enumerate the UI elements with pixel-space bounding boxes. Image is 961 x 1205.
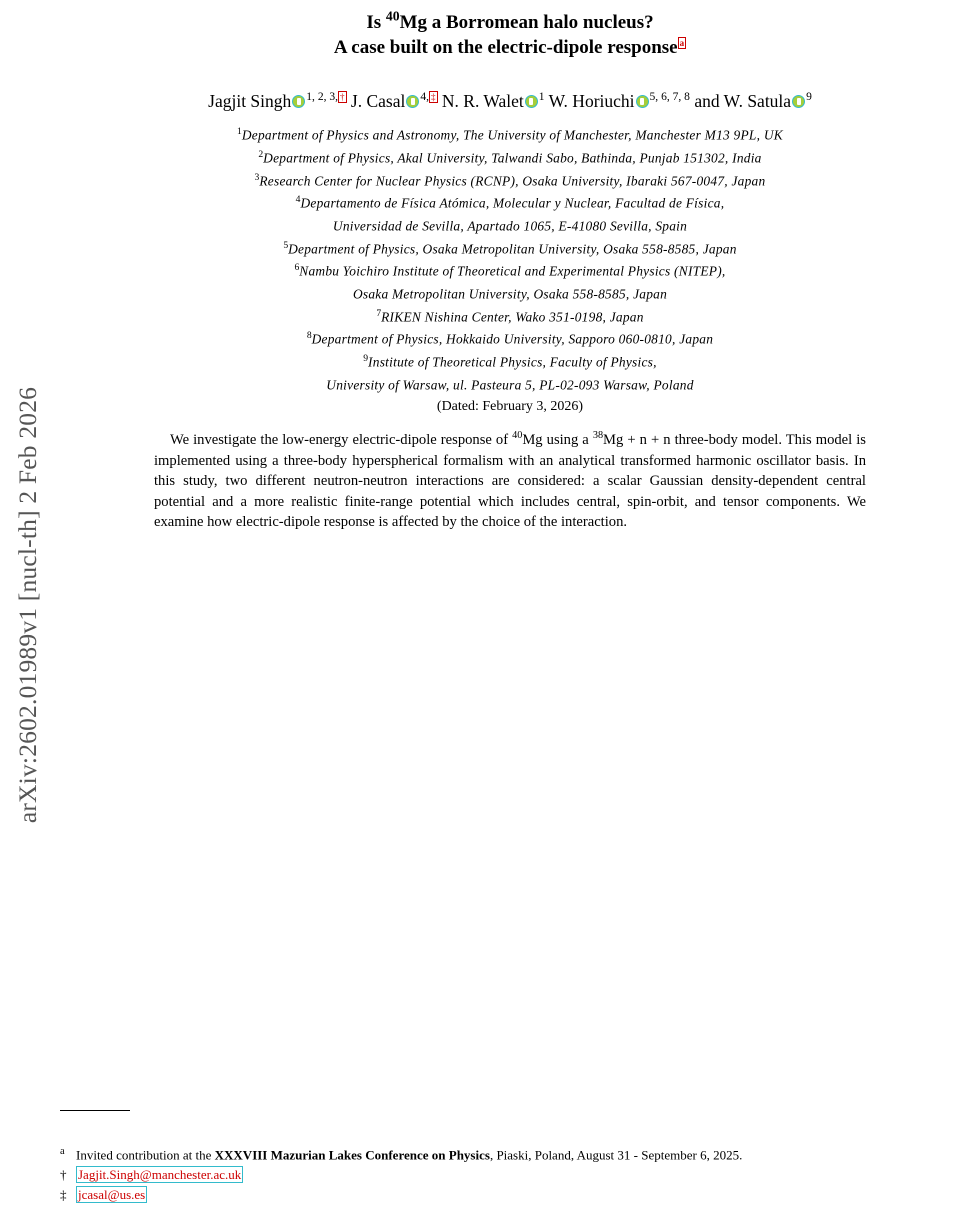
affiliation-item: Osaka Metropolitan University, Osaka 558-8585, Japan bbox=[352, 286, 668, 302]
affiliation-item: $^3$Research Center for Nuclear Physics (RCNP), Osaka University, Ibaraki 567-0047, Japan bbox=[254, 171, 766, 188]
orcid-icon[interactable] bbox=[792, 95, 805, 108]
footnote-marker-dagger-link[interactable]: † bbox=[340, 92, 345, 103]
title-mass-number: 40 bbox=[385, 9, 400, 24]
author-3-affil-sup: 1 bbox=[538, 91, 545, 104]
paper-content bbox=[140, 0, 880, 532]
footnote-marker-ddagger-link[interactable]: ‡ bbox=[431, 92, 436, 103]
footnote-ddagger-marker: ‡ bbox=[60, 1187, 67, 1203]
title-line1 bbox=[366, 9, 654, 34]
page-title bbox=[140, 4, 880, 60]
affiliation-item: $^2$Department of Physics, Akal University, Talwandi Sabo, Bathinda, Punjab 151302, India bbox=[258, 148, 762, 166]
title-line2-text: A case built on the electric-dipole response bbox=[333, 37, 678, 59]
author-conjunction: and bbox=[694, 91, 720, 112]
date-line: (Dated: February 3, 2026) bbox=[436, 399, 584, 415]
author-1 bbox=[208, 91, 346, 111]
affiliation-item: $^5$Department of Physics, Osaka Metropolitan University, Osaka 558-8585, Japan bbox=[283, 239, 737, 256]
affiliation-item: $^7$RIKEN Nishina Center, Wako 351-0198, Japan bbox=[376, 307, 644, 324]
email-link-singh[interactable]: Jagjit.Singh@manchester.ac.uk bbox=[78, 1167, 242, 1183]
abstract-text-a: We investigate the low-energy electric-dipole response of bbox=[170, 432, 513, 449]
footnote-dagger-marker: † bbox=[60, 1167, 67, 1183]
footnote-a bbox=[60, 1142, 950, 1164]
author-3 bbox=[442, 91, 545, 111]
orcid-icon[interactable] bbox=[406, 95, 419, 108]
orcid-icon[interactable] bbox=[525, 95, 538, 108]
abstract-sup-38: 38 bbox=[592, 430, 604, 442]
author-2 bbox=[351, 91, 438, 111]
affiliation-list bbox=[140, 122, 880, 416]
abstract-text-b: Mg using a bbox=[522, 432, 593, 449]
affiliation-item: $^9$Institute of Theoretical Physics, Faculty of Physics, bbox=[363, 352, 657, 370]
author-5 bbox=[724, 91, 812, 111]
author-list bbox=[140, 84, 880, 114]
author-1-name: Jagjit Singh bbox=[208, 91, 292, 112]
author-5-name: W. Satula bbox=[723, 91, 792, 112]
author-3-name: N. R. Walet bbox=[441, 91, 524, 112]
footnote-rule bbox=[60, 1110, 130, 1111]
affiliation-item: $^1$Department of Physics and Astronomy, The University of Manchester, Manchester M13 9PL, UK bbox=[237, 126, 783, 143]
orcid-icon[interactable] bbox=[292, 95, 305, 108]
footnote-marker-a-link[interactable]: a bbox=[679, 38, 685, 48]
title-line2 bbox=[140, 35, 880, 60]
affiliation-item: $^4$Departamento de Física Atómica, Molecular y Nuclear, Facultad de Física, bbox=[295, 194, 725, 211]
author-2-name: J. Casal bbox=[350, 91, 406, 112]
email-link-casal[interactable]: jcasal@us.es bbox=[78, 1187, 146, 1203]
author-5-affil-sup: 9 bbox=[806, 91, 812, 104]
arxiv-stamp: arXiv:2602.01989v1 [nucl-th] 2 Feb 2026 bbox=[13, 386, 42, 824]
author-4-name: W. Horiuchi bbox=[548, 91, 635, 112]
affiliation-item: $^6$Nambu Yoichiro Institute of Theoretical and Experimental Physics (NITEP), bbox=[294, 262, 726, 279]
author-4 bbox=[549, 91, 690, 111]
footnote-a-conference: XXXVIII Mazurian Lakes Conference on Physics bbox=[214, 1147, 490, 1163]
orcid-icon[interactable] bbox=[636, 95, 649, 108]
footnote-list bbox=[60, 1142, 950, 1205]
abstract-text-c: Mg + n + n three-body model. This model is implemented using a three-body hyperspherical formalism with an analytical transformed harmonic oscillator basis. In this study, two different neutron-neutron interactions are considered: a scalar Gaussian density-dependent central potential and a more realistic finite-range potential which includes central, spin-orbit, and tensor components. We examine how electric-dipole response is affected by the choice of the interaction. bbox=[154, 432, 866, 530]
author-4-affil-sup: 5, 6, 7, 8 bbox=[649, 91, 690, 104]
affiliation-item: $^8$Department of Physics, Hokkaido University, Sapporo 060-0810, Japan bbox=[306, 330, 714, 347]
footnote-a-pre: Invited contribution at the bbox=[76, 1147, 215, 1163]
author-1-affil-sup: 1, 2, 3, bbox=[306, 91, 339, 104]
affiliation-item: Universidad de Sevilla, Apartado 1065, E-41080 Sevilla, Spain bbox=[332, 218, 688, 234]
footnote-ddagger bbox=[60, 1185, 950, 1204]
title-line1-mid: Mg a Borromean halo nucleus? bbox=[399, 12, 654, 34]
abstract bbox=[154, 426, 866, 532]
affiliation-item: University of Warsaw, ul. Pasteura 5, PL-02-093 Warsaw, Poland bbox=[326, 377, 694, 393]
footnote-a-post: , Piaski, Poland, August 31 - September 6, 2025. bbox=[489, 1147, 743, 1163]
abstract-sup-40: 40 bbox=[512, 430, 523, 442]
footnote-dagger bbox=[60, 1165, 950, 1184]
author-2-affil-sup: 4, bbox=[420, 91, 430, 104]
footnote-a-marker: a bbox=[60, 1146, 65, 1157]
title-line1-pre: Is bbox=[366, 12, 386, 34]
